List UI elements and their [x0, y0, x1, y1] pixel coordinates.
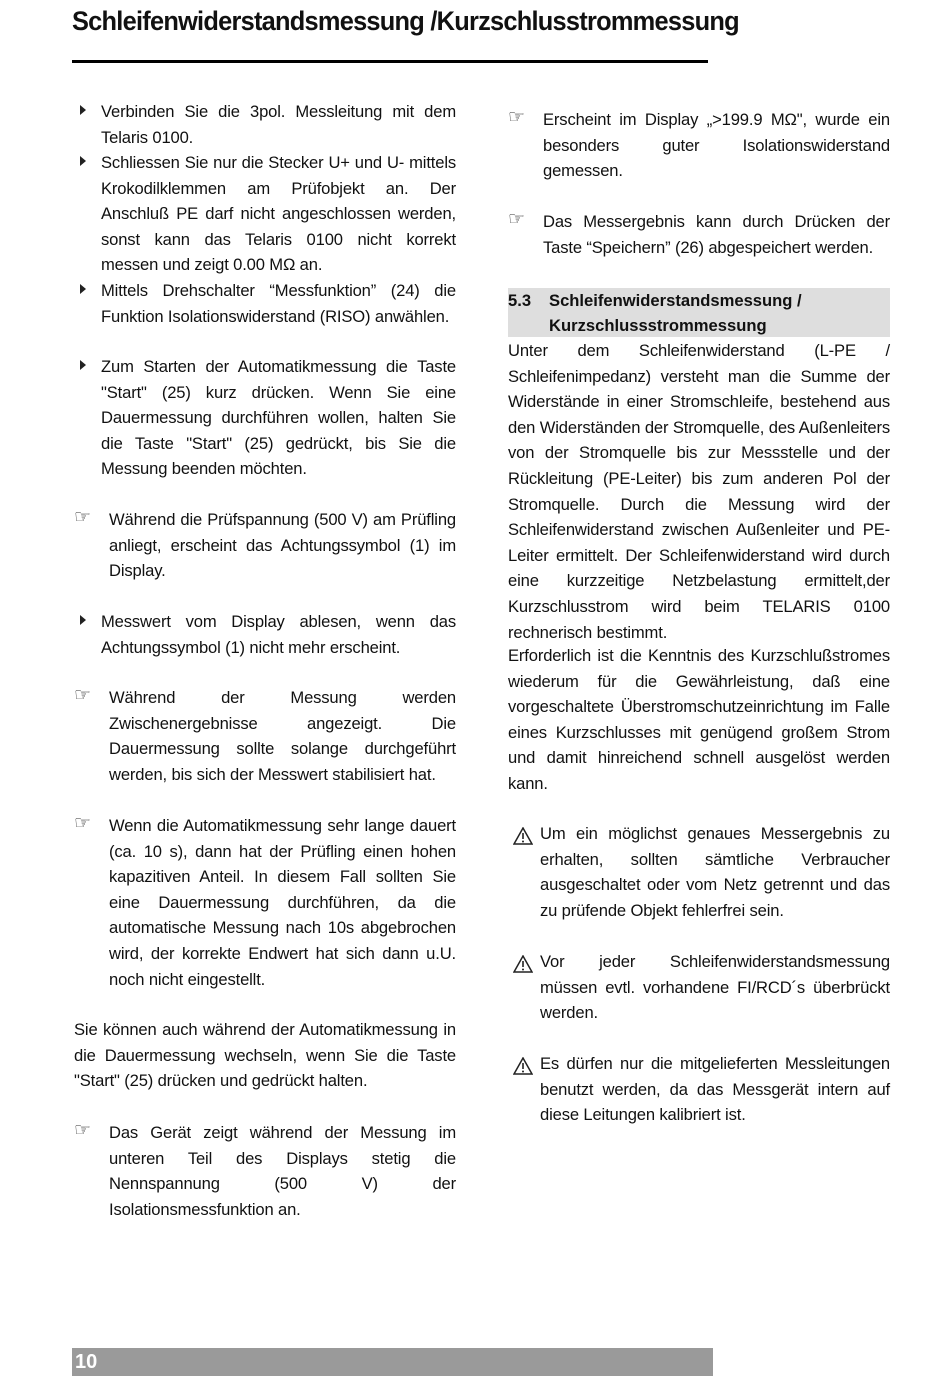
pointing-hand-icon: ☞: [74, 1120, 92, 1141]
pointing-hand-icon: ☞: [508, 107, 526, 128]
page-title: Schleifenwiderstandsmessung /Kurzschlusstrommessung: [72, 6, 739, 36]
warning-triangle-icon: [513, 1057, 533, 1075]
warning-triangle-icon: [513, 955, 533, 973]
pointing-hand-icon: ☞: [74, 685, 92, 706]
triangle-bullet-icon: [80, 105, 86, 115]
section-heading: [508, 288, 890, 337]
body-paragraph: Unter dem Schleifenwiderstand (L-PE / Schleifenimpedanz) versteht man die Summe der Widerstände in einer Stromschleife, bestehend aus den Widerständen der Stromquelle, des Außenleiters von der Stromquelle bis zur Messstelle und der Rückleitung (PE-Leiter) bis zum anderen Pol der Stromquelle. Durch die Messung wird der Schleifenwiderstand zwischen Außenleiter und PE-Leiter ermittelt. Der Schleifenwiderstand wird durch eine kurzzeitige Netzbelastung ermittelt,der Kurzschlusstrom wird beim TELARIS 0100 rechnerisch bestimmt.: [508, 341, 890, 642]
triangle-bullet-icon: [80, 615, 86, 625]
body-paragraph: Sie können auch während der Automatikmessung in die Dauermessung wechseln, wenn Sie die Taste "Start" (25) drücken und gedrückt halten.: [74, 1020, 456, 1091]
title-rule: [72, 60, 708, 63]
page-number: 10: [75, 1351, 98, 1373]
triangle-bullet-icon: [80, 360, 86, 370]
pointing-hand-icon: ☞: [74, 813, 92, 834]
pointing-hand-icon: ☞: [74, 507, 92, 528]
triangle-bullet-icon: [80, 156, 86, 166]
section-number: 5.3: [508, 291, 532, 310]
triangle-bullet-icon: [80, 284, 86, 294]
warning-triangle-icon: [513, 827, 533, 845]
pointing-hand-icon: ☞: [508, 209, 526, 230]
section-title-line1: Schleifenwiderstandsmessung /: [549, 291, 802, 310]
footer-bar: [72, 1348, 713, 1376]
body-paragraph: Erforderlich ist die Kenntnis des Kurzschlußstromes wiederum für die Gewährleistung, daß eine vorgeschaltete Überstromschutzeinrichtung im Falle eines Kurzschlusses mit genügend großem Strom und damit hinreichend schnell ausgelöst werden kann.: [508, 646, 890, 793]
section-title-line2: Kurzschlussstrommessung: [549, 316, 767, 335]
